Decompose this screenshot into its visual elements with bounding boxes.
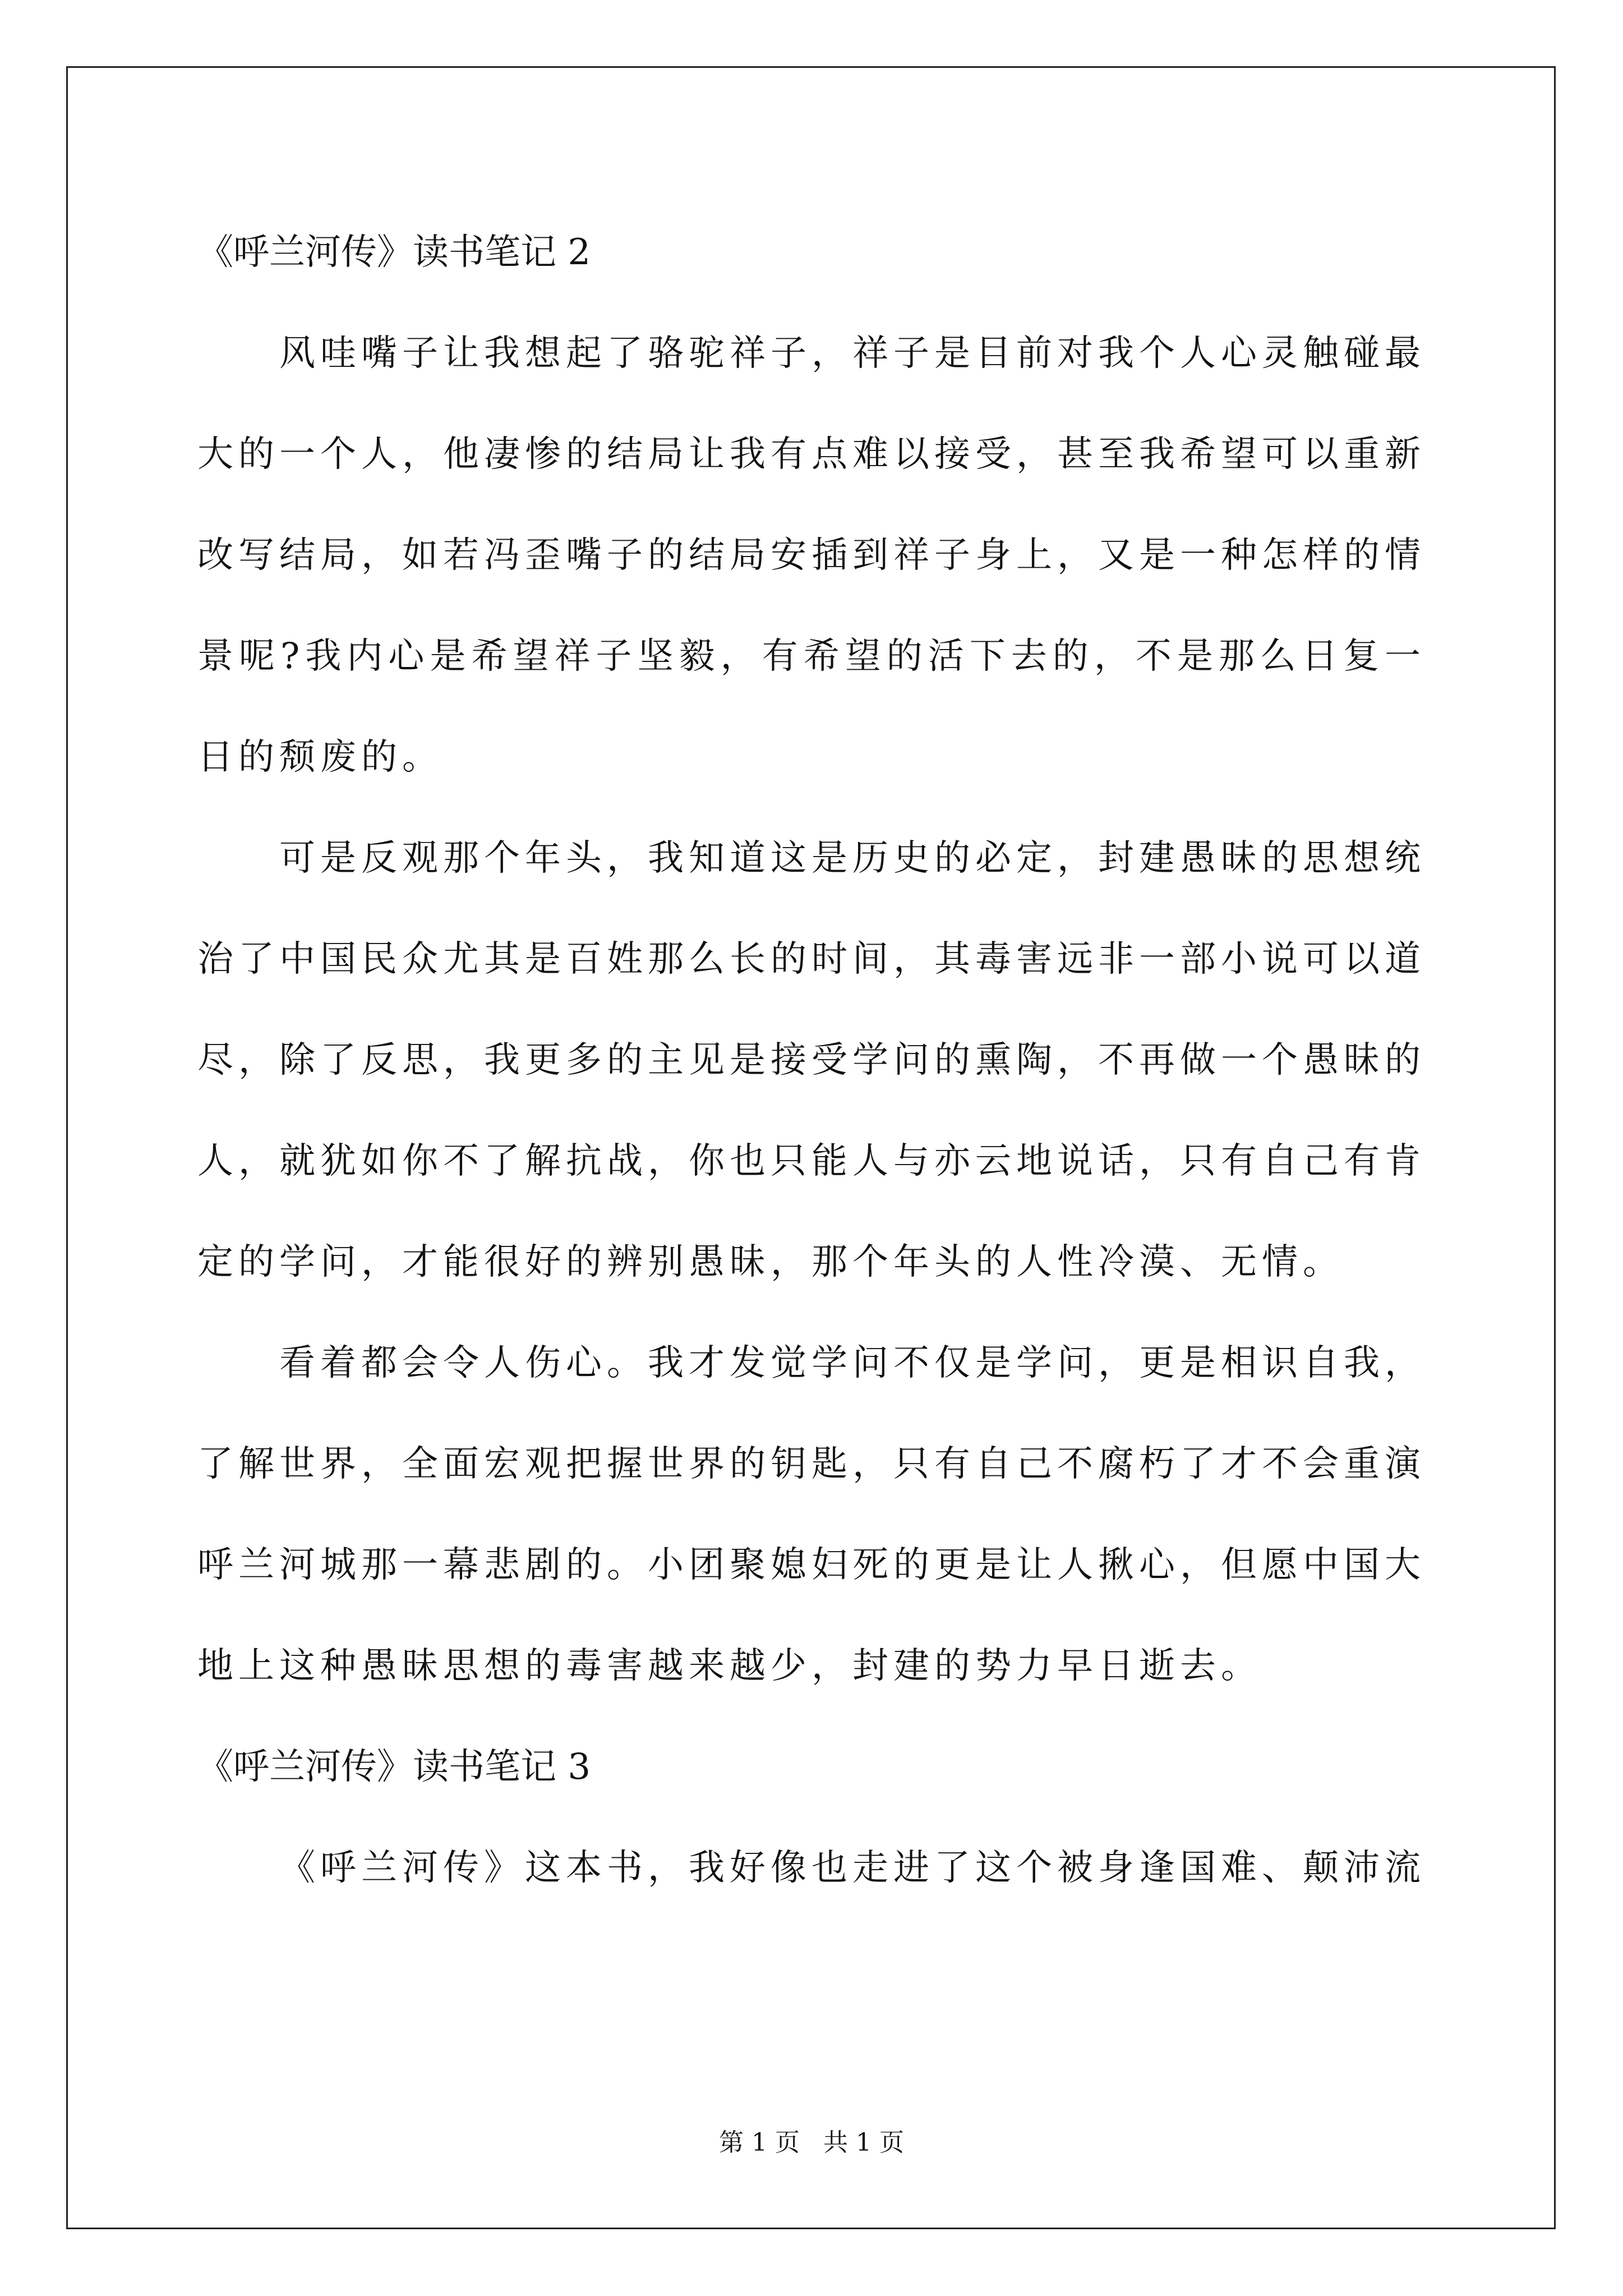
section-heading: 《呼兰河传》读书笔记 3	[197, 1746, 591, 1788]
page-number: 第 1 页	[719, 2128, 800, 2157]
paragraph: 看着都会令人伤心。我才发觉学问不仅是学问，更是相识自我，了解世界，全面宏观把握世界的钥匙，只有自己不腐朽了才不会重演呼兰河城那一幕悲剧的。小团聚媳妇死的更是让人揪心，但愿中国大地上这种愚昧思想的毒害越来越少，封建的势力早日逝去。	[197, 1342, 1426, 1687]
document-body	[197, 202, 1426, 1918]
paragraph: 可是反观那个年头，我知道这是历史的必定，封建愚昧的思想统治了中国民众尤其是百姓那么长的时间，其毒害远非一部小说可以道尽，除了反思，我更多的主见是接受学问的熏陶，不再做一个愚昧的人，就犹如你不了解抗战，你也只能人与亦云地说话，只有自己有肯定的学问，才能很好的辨别愚昧，那个年头的人性冷漠、无情。	[197, 838, 1426, 1283]
page-total: 共 1 页	[823, 2128, 904, 2157]
page-footer	[0, 2126, 1623, 2160]
paragraph: 风哇嘴子让我想起了骆驼祥子，祥子是目前对我个人心灵触碰最大的一个人，他凄惨的结局让我有点难以接受，甚至我希望可以重新改写结局，如若冯歪嘴子的结局安插到祥子身上，又是一种怎样的情景呢?我内心是希望祥子坚毅，有希望的活下去的，不是那么日复一日的颓废的。	[197, 333, 1426, 778]
section-heading: 《呼兰河传》读书笔记 2	[197, 232, 591, 273]
paragraph: 《呼兰河传》这本书，我好像也走进了这个被身逢国难、颠沛流	[279, 1847, 1426, 1889]
